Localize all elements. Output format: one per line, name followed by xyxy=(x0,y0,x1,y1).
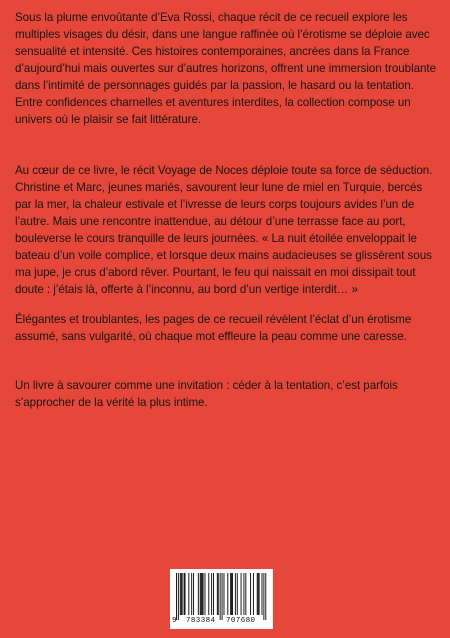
barcode-bar xyxy=(182,573,183,615)
barcode-bar xyxy=(231,573,232,615)
barcode-bar xyxy=(235,573,236,615)
barcode-bar xyxy=(181,573,182,615)
barcode-bars xyxy=(176,573,268,621)
barcode-bar xyxy=(253,573,254,615)
barcode-bar xyxy=(203,573,204,615)
barcode-bar xyxy=(258,573,259,615)
barcode-bar xyxy=(178,573,179,620)
barcode-bar xyxy=(262,573,263,615)
description-paragraph-3: Élégantes et troublantes, les pages de ce recueil révèlent l’éclat d’un érotisme assumé, sans vulgarité, où chaque mot effleure la peau comme une caresse. xyxy=(15,313,412,343)
barcode-bar xyxy=(237,573,238,615)
barcode-bar xyxy=(202,573,203,615)
barcode-bar xyxy=(257,573,258,615)
barcode-first-digit: 9 xyxy=(172,617,177,625)
barcode-left-digits: 783384 xyxy=(186,617,216,625)
barcode-bar xyxy=(200,573,201,615)
isbn-barcode xyxy=(170,569,273,629)
barcode-bar xyxy=(250,573,251,615)
barcode-bar xyxy=(184,573,185,615)
barcode-bar xyxy=(224,573,225,615)
description-paragraph-1: Sous la plume envoûtante d’Eva Rossi, chaque récit de ce recueil explore les multiples visages du désir, dans une langue raffinée où l’érotisme se déploie avec sensualité et intensité. Ces histoires contemporaines, ancrées dans la France d’aujourd’hui mais ouvertes sur d’autres horizons, offrent une immersion troublante dans l’intimité de personnages guidés par la passion, le hasard ou la tentation. Entre confidences charnelles et aventures interdites, la collection compose un univers où le plaisir se fait littérature. xyxy=(15,11,436,126)
barcode-bar xyxy=(227,573,228,615)
barcode-bar xyxy=(213,573,214,615)
barcode-bar xyxy=(259,573,260,615)
barcode-bar xyxy=(191,573,192,615)
barcode-bar xyxy=(201,573,202,615)
barcode-right-digits: 707680 xyxy=(226,617,256,625)
barcode-bar xyxy=(245,573,246,615)
barcode-bar xyxy=(198,573,199,615)
barcode-bar xyxy=(241,573,242,615)
barcode-bar xyxy=(263,573,264,620)
barcode-bar xyxy=(211,573,212,615)
barcode-bar xyxy=(217,573,218,615)
barcode-bar xyxy=(193,573,194,615)
barcode-bar xyxy=(232,573,233,615)
barcode-bar xyxy=(230,573,231,615)
barcode-bar xyxy=(185,573,186,615)
barcode-bar xyxy=(205,573,206,615)
barcode-bar xyxy=(180,573,181,615)
barcode-bar xyxy=(222,573,223,620)
barcode-bar xyxy=(265,573,266,620)
description-paragraph-4: Un livre à savourer comme une invitation : céder à la tentation, c’est parfois s’approcher de la vérité la plus intime. xyxy=(15,379,398,409)
barcode-bar xyxy=(218,573,219,615)
barcode-bar xyxy=(188,573,189,615)
description-paragraph-2: Au cœur de ce livre, le récit Voyage de Noces déploie toute sa force de séduction. Christine et Marc, jeunes mariés, savourent leur lune de miel en Turquie, bercés par la mer, la chaleur estivale et l’ivresse de leurs corps toujours avides l’un de l’autre. Mais une rencontre inattendue, au détour d’une terrasse face au port, bouleverse le cours tranquille de leurs journées. « La nuit étoilée enveloppait le bateau d’un voile complice, et lorsque deux mains audacieuses se glissèrent sous ma jupe, je crus d’abord rêver. Pourtant, le feu qui naissait en moi dissipait tout doute : j’étais là, offerte à l’inconnu, au bord d’un vertige interdit… » xyxy=(15,164,433,296)
barcode-bar xyxy=(208,573,209,615)
barcode-bar xyxy=(243,573,244,615)
barcode-bar xyxy=(176,573,177,620)
barcode-bar xyxy=(220,573,221,620)
